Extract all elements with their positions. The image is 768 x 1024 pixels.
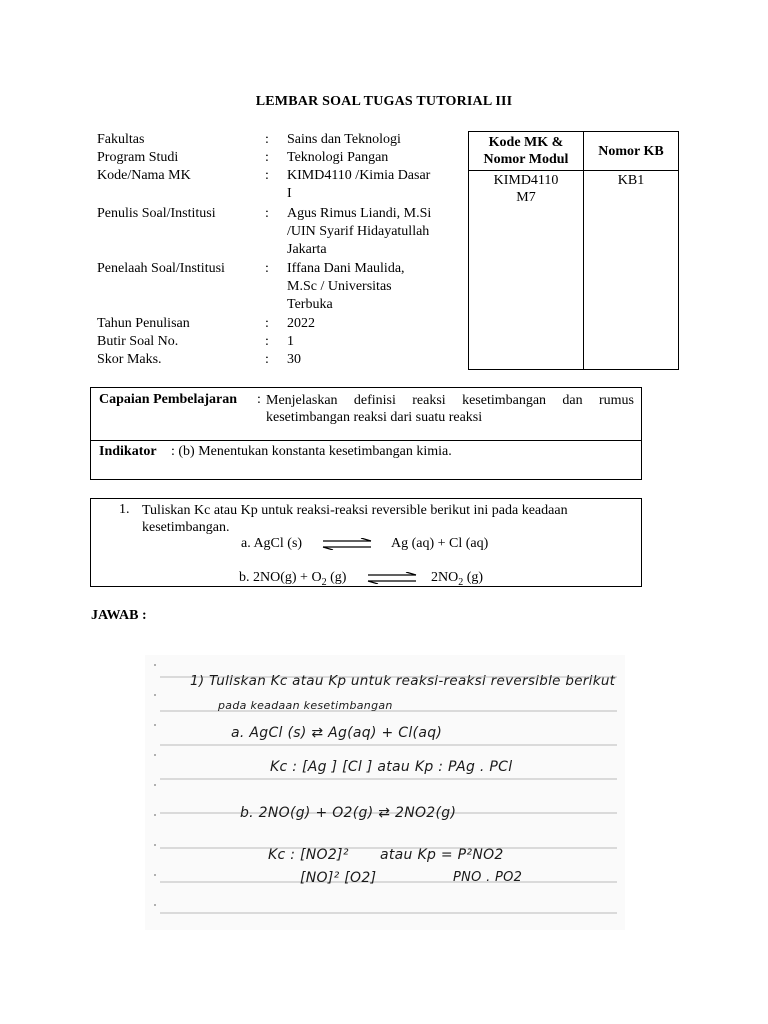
hw-kp-denominator: PNO . PO2 [453,870,523,885]
reaction-b-reactant-post: (g) [326,570,347,585]
question-text: Tuliskan Kc atau Kp untuk reaksi-reaksi reversible berikut ini pada keadaan kesetimbangan. [142,503,568,535]
kode-value: KIMD4110 [493,173,559,188]
meta-label: Program Studi [97,150,179,165]
meta-label: Tahun Penulisan [97,316,190,331]
meta-colon: : [265,206,269,221]
meta-value: I [287,186,292,201]
meta-label: Penelaah Soal/Institusi [97,261,225,276]
hw-kc-numerator: Kc : [NO2]² [268,847,349,863]
indikator-label: Indikator [99,444,157,459]
ruled-lines [145,655,625,930]
handwritten-answer-image [145,655,625,930]
capaian-text: Menjelaskan definisi reaksi kesetimbangan dan rumus kesetimbangan reaksi dari suatu reaksi [266,393,634,425]
equilibrium-arrow-icon [321,538,373,550]
page-title: LEMBAR SOAL TUGAS TUTORIAL III [255,94,513,109]
hw-line-4: Kc : [Ag ] [Cl ] atau Kp : PAg . PCl [270,759,513,775]
meta-colon: : [265,132,269,147]
hw-line-2: pada keadaan kesetimbangan [218,699,393,712]
kode-table [468,131,679,370]
meta-colon: : [265,261,269,276]
kode-value: M7 [516,190,536,205]
meta-colon: : [265,352,269,367]
meta-value: Sains dan Teknologi [287,132,401,147]
reaction-b-product-post: (g) [463,570,484,585]
meta-label: Penulis Soal/Institusi [97,206,216,221]
meta-label: Butir Soal No. [97,334,179,349]
kb-header: Nomor KB [584,132,679,171]
meta-label: Fakultas [97,132,145,147]
reaction-b-product [431,570,483,588]
question-box [90,498,642,587]
jawab-heading: JAWAB : [91,608,147,623]
reaction-b-reactant [239,570,346,588]
meta-colon: : [265,150,269,165]
kode-header [469,132,584,171]
capaian-label: Capaian Pembelajaran [99,392,238,407]
hw-kp-numerator: atau Kp = P²NO2 [380,847,504,863]
meta-value: Iffana Dani Maulida, [287,261,405,276]
capaian-box [90,387,642,441]
meta-label: Skor Maks. [97,352,162,367]
reaction-a-reactant: a. AgCl (s) [241,536,303,551]
reaction-a-product: Ag (aq) + Cl (aq) [391,536,489,551]
reaction-b-product-pre: 2NO [431,570,459,585]
capaian-colon: : [257,392,261,407]
hw-kc-denominator: [NO]² [O2] [300,870,377,886]
meta-value: 1 [287,334,294,349]
equilibrium-arrow-icon [366,572,418,584]
hw-line-3: a. AgCl (s) ⇄ Ag(aq) + Cl(aq) [231,725,443,741]
reaction-b-product-sub: 2 [458,576,464,588]
meta-value: Jakarta [287,242,327,257]
meta-value: Agus Rimus Liandi, M.Si [287,206,432,221]
hw-line-5: b. 2NO(g) + O2(g) ⇄ 2NO2(g) [240,805,457,821]
kode-header-line: Kode MK & [488,135,564,150]
kb-cell: KB1 [584,171,679,370]
meta-value: 2022 [287,316,315,331]
question-number: 1. [119,502,130,517]
reaction-b-reactant-pre: b. 2NO(g) + O [239,570,322,585]
meta-value: Terbuka [287,297,333,312]
kode-cell [469,171,584,370]
meta-value: Teknologi Pangan [287,150,389,165]
indikator-text: : (b) Menentukan konstanta kesetimbangan kimia. [171,444,452,459]
hw-line-1: 1) Tuliskan Kc atau Kp untuk reaksi-reaksi reversible berikut [190,673,616,689]
meta-colon: : [265,316,269,331]
meta-label: Kode/Nama MK [97,168,191,183]
meta-value: 30 [287,352,301,367]
meta-value: M.Sc / Universitas [287,279,392,294]
meta-value: KIMD4110 /Kimia Dasar [287,168,431,183]
meta-colon: : [265,334,269,349]
indikator-box [90,440,642,480]
reaction-b-reactant-sub: 2 [321,576,327,588]
meta-value: /UIN Syarif Hidayatullah [287,224,430,239]
kode-header-line: Nomor Modul [483,152,569,167]
meta-colon: : [265,168,269,183]
